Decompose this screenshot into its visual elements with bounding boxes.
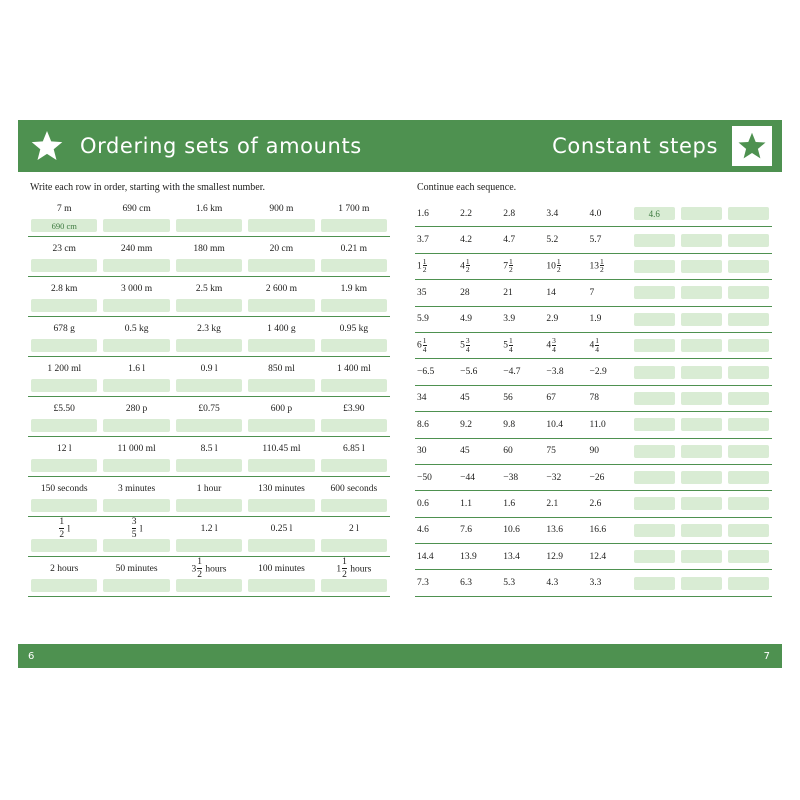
sequence-term: 5.2 [546,235,559,246]
sequence-row [415,254,772,280]
amount-label: 1.6 l [128,364,146,374]
answer-box[interactable] [728,234,769,247]
page-title-right: Constant steps [552,134,718,158]
sequence-term: 6.3 [460,578,472,589]
amount-label: 2.8 km [51,284,78,294]
answer-box[interactable] [728,339,769,352]
sequence-term: 1 $\frac{1}{2}$ [417,256,427,275]
amount-label: 110.45 ml [262,444,301,454]
ordering-row-labels [28,201,390,217]
left-page [18,172,400,644]
answer-box[interactable] [176,539,242,552]
amount-label: 20 cm [269,244,294,254]
ordering-row-labels [28,401,390,417]
sequence-row [415,570,772,596]
ordering-row [28,441,390,477]
answer-box[interactable] [728,313,769,326]
amount-label: 0.5 kg [124,324,149,334]
sequence-term: 7 [589,287,595,298]
amount-label: 600 seconds [330,484,378,494]
amount-label: 280 p [125,404,148,414]
sequence-term: 0.6 [417,498,429,509]
answer-box[interactable] [681,260,722,273]
answer-box[interactable] [31,419,97,432]
amount-label: 1 200 ml [47,364,82,374]
answer-box[interactable] [321,299,387,312]
sequence-term: 14.4 [417,551,434,562]
answer-box[interactable] [681,392,722,405]
sequence-row [415,201,772,227]
sequence-term: 2.1 [546,498,559,509]
sequence-row [415,491,772,517]
amount-label: 2 l [348,524,359,534]
amount-label: 240 mm [120,244,153,254]
sequence-row [415,465,772,491]
sequence-row [415,227,772,253]
ordering-row [28,281,390,317]
answer-box[interactable] [248,259,314,272]
answer-box[interactable] [176,299,242,312]
sequence-row [415,439,772,465]
amount-label: 850 ml [268,364,295,374]
ordering-row-labels [28,281,390,297]
sequence-term: 4.6 [417,525,429,536]
sequence-term: 4 $\frac{1}{4}$ [589,335,599,354]
ordering-row-answers [28,339,390,352]
amount-label: 1 400 ml [336,364,371,374]
sequence-term: 13.9 [460,551,477,562]
ordering-row-answers [28,459,390,472]
answer-box[interactable] [728,524,769,537]
sequence-term: −44 [460,472,475,483]
answer-box[interactable] [31,539,97,552]
amount-label: 1 400 g [267,324,296,334]
sequence-term: 2.6 [589,498,602,509]
answer-box[interactable] [248,539,314,552]
answer-box[interactable] [634,313,675,326]
sequence-term: 4.9 [460,314,472,325]
sequence-term: 2.9 [546,314,559,325]
sequence-row [415,307,772,333]
sequence-term: 13.6 [546,525,563,536]
ordering-row-answers [28,379,390,392]
sequence-term: 10 $\frac{1}{2}$ [546,256,561,275]
sequence-term: 45 [460,446,470,457]
amount-label: 1 700 m [338,204,370,214]
sequence-term: 30 [417,446,427,457]
ordering-row [28,361,390,397]
sequence-term: 16.6 [589,525,607,536]
amount-label: 23 cm [52,244,76,254]
answer-box[interactable] [103,379,169,392]
answer-box[interactable] [31,299,97,312]
amount-label: 2 hours [50,564,79,574]
amount-label: 0.9 l [200,364,218,374]
sequence-term: 13.4 [503,551,520,562]
answer-box[interactable] [681,234,722,247]
answer-box[interactable] [321,579,387,592]
answer-box[interactable] [103,299,169,312]
answer-box[interactable] [681,339,722,352]
answer-box[interactable] [176,419,242,432]
answer-box[interactable] [634,445,675,458]
answer-box[interactable] [681,471,722,484]
answer-box[interactable] [634,418,675,431]
ordering-row-answers [28,539,390,552]
sequence-term: 5.7 [589,235,602,246]
ordering-row-labels [28,241,390,257]
answer-box[interactable] [248,299,314,312]
sequence-term: 78 [589,393,599,404]
answer-box[interactable] [634,234,675,247]
answer-box[interactable] [634,286,675,299]
ordering-row-labels [28,361,390,377]
sequence-term: 3.7 [417,235,429,246]
ordering-row-labels [28,517,390,540]
answer-box[interactable] [728,286,769,299]
sequence-term: 21 [503,287,513,298]
page-title-left: Ordering sets of amounts [80,134,362,158]
sequence-term: 4.2 [460,235,472,246]
answer-box[interactable] [681,445,722,458]
amount-label: 3 minutes [118,484,156,494]
answer-box[interactable] [31,259,97,272]
sequence-rows [415,201,772,597]
amount-label: 900 m [269,204,294,214]
amount-label: 12 l [56,444,72,454]
sequence-term: 10.6 [503,525,520,536]
amount-label: 180 mm [193,244,225,254]
answer-box[interactable] [634,339,675,352]
ordering-row-answers [28,299,390,312]
sequence-term: −38 [503,472,519,483]
ordering-row-labels [28,321,390,337]
sequence-term: 9.2 [460,419,472,430]
answer-box[interactable] [31,459,97,472]
sequence-term: 5 $\frac{1}{4}$ [503,335,513,354]
sequence-term: −26 [589,472,605,483]
answer-box[interactable] [681,207,722,220]
answer-box[interactable] [728,260,769,273]
amount-label: 3 000 m [121,284,153,294]
answer-box[interactable]: 690 cm [31,219,97,232]
sequence-term: 12.4 [589,551,607,562]
sequence-row [415,333,772,359]
answer-box[interactable] [176,259,242,272]
amount-label: £0.75 [198,404,220,414]
answer-box[interactable] [103,219,169,232]
sequence-term: 34 [417,393,427,404]
ordering-row-answers [28,259,390,272]
sequence-term: 4 $\frac{1}{2}$ [460,256,470,275]
sequence-row [415,386,772,412]
amount-label: 150 seconds [40,484,88,494]
ordering-row [28,557,390,597]
page-number-right: 7 [763,650,770,662]
answer-box[interactable] [681,497,722,510]
sequence-term: 10.4 [546,419,563,430]
answer-box[interactable] [248,499,314,512]
sequence-term: 3.3 [589,578,602,589]
answer-box[interactable] [634,550,675,563]
ordering-row-labels [28,441,390,457]
amount-label: $\frac{1}{2}$ l [59,517,71,540]
answer-box[interactable] [248,579,314,592]
amount-label: 1 $\frac{1}{2}$ hours [336,557,372,580]
sequence-term: 4 $\frac{3}{4}$ [546,335,556,354]
answer-box[interactable] [634,497,675,510]
sequence-term: 28 [460,287,470,298]
right-instruction: Continue each sequence. [417,182,517,193]
sequence-term: 3.9 [503,314,516,325]
amount-label: 3 $\frac{1}{2}$ hours [191,557,227,580]
answer-box[interactable] [176,339,242,352]
ordering-row-answers [28,419,390,432]
sequence-term: 67 [546,393,556,404]
amount-label: 2 600 m [265,284,297,294]
answer-box[interactable] [681,286,722,299]
sequence-term: −50 [417,472,432,483]
answer-box[interactable] [321,259,387,272]
sequence-term: 45 [460,393,470,404]
answer-box[interactable] [176,579,242,592]
amount-label: 0.95 kg [339,324,369,334]
answer-box[interactable] [321,419,387,432]
ordering-row-labels [28,557,390,580]
amount-label: 678 g [53,324,75,334]
sequence-term: 3.4 [546,208,559,219]
sequence-term: −5.6 [460,367,478,378]
amount-label: 1 hour [196,484,222,494]
footer-bar [18,644,782,668]
sequence-term: 4.0 [589,208,602,219]
answer-box[interactable] [728,471,769,484]
sequence-term: 4.7 [503,235,516,246]
answer-box[interactable]: 4.6 [634,207,675,220]
answer-box[interactable] [728,366,769,379]
worksheet-spread [18,120,782,668]
sequence-term: 11.0 [589,419,606,430]
sequence-term: 75 [546,446,556,457]
ordering-row [28,401,390,437]
ordering-row [28,321,390,357]
ordering-row-answers [28,499,390,512]
header-bar [18,120,782,172]
answer-box[interactable] [321,539,387,552]
right-page [400,172,782,644]
sequence-term: 5.9 [417,314,429,325]
sequence-term: 5 $\frac{3}{4}$ [460,335,470,354]
answer-box[interactable] [634,471,675,484]
amount-label: 100 minutes [258,564,305,574]
answer-box[interactable] [681,418,722,431]
answer-box[interactable] [728,497,769,510]
answer-box[interactable] [248,219,314,232]
amount-label: 600 p [270,404,293,414]
sequence-term: 9.8 [503,419,516,430]
page-number-left: 6 [28,650,35,662]
amount-label: 0.25 l [270,524,293,534]
sequence-term: 1.1 [460,498,472,509]
answer-box[interactable] [681,366,722,379]
sequence-term: −32 [546,472,562,483]
sequence-term: 12.9 [546,551,563,562]
ordering-row-labels [28,481,390,497]
answer-box[interactable] [728,445,769,458]
answer-box[interactable] [321,379,387,392]
sequence-row [415,280,772,306]
ordering-rows [28,201,390,597]
amount-label: 1.6 km [195,204,223,214]
answer-box[interactable] [728,392,769,405]
amount-label: 1.9 km [340,284,368,294]
sequence-row [415,544,772,570]
sequence-term: 14 [546,287,556,298]
sequence-term: 35 [417,287,427,298]
answer-box[interactable] [248,459,314,472]
answer-box[interactable] [728,550,769,563]
sequence-row [415,518,772,544]
sequence-term: 4.3 [546,578,559,589]
amount-label: £5.50 [53,404,75,414]
star-badge [732,126,772,166]
answer-box[interactable] [634,392,675,405]
answer-box[interactable] [728,577,769,590]
answer-box[interactable] [103,419,169,432]
ordering-row-answers [28,219,390,232]
answer-box[interactable] [681,313,722,326]
amount-label: 50 minutes [115,564,158,574]
answer-box[interactable] [248,379,314,392]
answer-box[interactable] [176,459,242,472]
answer-box[interactable] [634,577,675,590]
left-instruction: Write each row in order, starting with the smallest number. [30,182,265,193]
amount-label: 2.3 kg [197,324,221,334]
sequence-row [415,412,772,438]
answer-box[interactable] [31,379,97,392]
ordering-row [28,517,390,557]
answer-box[interactable] [248,339,314,352]
sequence-term: 13 $\frac{1}{2}$ [589,256,604,275]
sequence-term: 7 $\frac{1}{2}$ [503,256,513,275]
sequence-term: 1.6 [503,498,516,509]
sequence-term: 2.2 [460,208,472,219]
answer-box[interactable] [103,259,169,272]
sequence-term: −2.9 [589,367,607,378]
star-icon [30,129,64,163]
answer-box[interactable] [728,418,769,431]
answer-box[interactable] [103,539,169,552]
answer-box[interactable] [103,499,169,512]
answer-box[interactable] [634,260,675,273]
amount-label: 690 cm [122,204,151,214]
sequence-term: −6.5 [417,367,435,378]
answer-box[interactable] [248,419,314,432]
sequence-term: 2.8 [503,208,516,219]
answer-box[interactable] [31,579,97,592]
answer-box[interactable] [103,459,169,472]
amount-label: 1.2 l [200,524,218,534]
sequence-term: 8.6 [417,419,429,430]
sequence-term: 56 [503,393,513,404]
amount-label: $\frac{3}{5}$ l [131,517,143,540]
sequence-row [415,359,772,385]
amount-label: 0.21 m [340,244,368,254]
answer-box[interactable] [176,499,242,512]
answer-box[interactable] [634,366,675,379]
amount-label: 8.5 l [200,444,218,454]
sequence-term: 5.3 [503,578,516,589]
worksheet-body [18,172,782,644]
amount-label: 11 000 ml [117,444,156,454]
answer-box[interactable] [176,379,242,392]
ordering-row [28,481,390,517]
answer-box[interactable] [321,459,387,472]
sequence-term: 90 [589,446,599,457]
answer-box[interactable] [321,219,387,232]
answer-box[interactable] [321,339,387,352]
amount-label: 6.85 l [343,444,365,454]
amount-label: 7 m [56,204,72,214]
answer-box[interactable] [681,524,722,537]
answer-box[interactable] [728,207,769,220]
sequence-term: 6 $\frac{1}{4}$ [417,335,427,354]
answer-box[interactable] [176,219,242,232]
answer-box[interactable] [103,579,169,592]
sequence-term: 1.6 [417,208,429,219]
ordering-row [28,201,390,237]
answer-box[interactable] [31,339,97,352]
answer-box[interactable] [103,339,169,352]
sequence-term: 1.9 [589,314,602,325]
sequence-term: 7.6 [460,525,472,536]
ordering-row-answers [28,579,390,592]
answer-box[interactable] [681,550,722,563]
amount-label: 130 minutes [258,484,305,494]
answer-box[interactable] [634,524,675,537]
answer-box[interactable] [321,499,387,512]
sequence-term: 60 [503,446,513,457]
amount-label: £3.90 [343,404,365,414]
answer-box[interactable] [31,499,97,512]
answer-box[interactable] [681,577,722,590]
sequence-term: −3.8 [546,367,564,378]
sequence-term: −4.7 [503,367,521,378]
amount-label: 2.5 km [195,284,223,294]
sequence-term: 7.3 [417,578,429,589]
ordering-row [28,241,390,277]
